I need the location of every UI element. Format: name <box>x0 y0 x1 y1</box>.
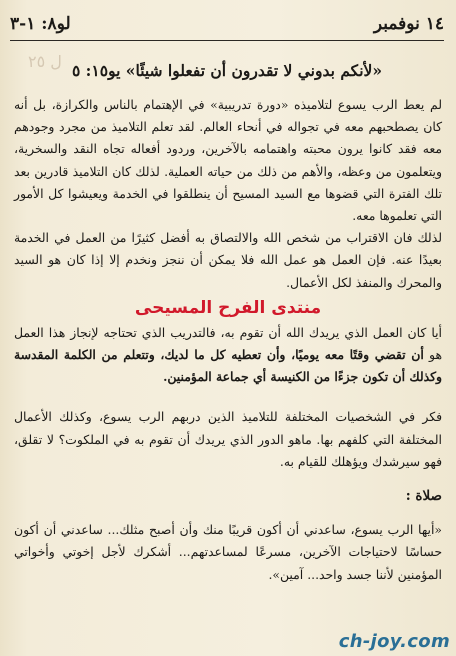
paragraph-4: فكر في الشخصيات المختلفة للتلاميذ الذين دربهم الرب يسوع، وكذلك الأعمال المختلفة التي كلفهم بها. ماهو الدور الذي يريدك أن تقوم به في الملكوت؟ لا تقلق، فهو سيرشدك ويؤهلك للقيام به. <box>14 409 442 469</box>
prayer-title: صلاة : <box>405 488 442 505</box>
page-header <box>10 12 444 36</box>
paragraph-3 <box>14 322 442 389</box>
paragraph-2: لذلك فان الاقتراب من شخص الله والالتصاق به أفضل كثيرًا من العمل في الخدمة بعيدًا عنه. فإن العمل هو عمل الله فلا يمكن أن ننجز ونخدم إلا إذا كان هو السيد والمحرك والمنفذ لكل الأعمال. <box>14 230 442 290</box>
faint-handwritten-mark: ل ٢٥ <box>28 52 62 71</box>
verse-heading: «لأنكم بدوني لا تقدرون أن تفعلوا شيئًا» يو١٥: ٥ <box>71 61 383 80</box>
paragraph-3-bold: أن تقضي وقتًا معه يوميًا، وأن تعطيه كل ما لديك، وتتعلم من الكلمة المقدسة وكذلك أن تكون جزءًا من الكنيسة أي جماعة المؤمنين. <box>14 347 442 385</box>
prayer-text: «أيها الرب يسوع، ساعدني أن أكون قريبًا منك وأن أصبح مثلك... ساعدني أن أكون حساسًا لاحتياجات الآخرين، مسرعًا لمساعدتهم... أشكرك لأجل إخوتي وأخواتي المؤمنين لأننا جسد واحد... آمين». <box>14 522 442 582</box>
site-logo: ch-joy.com <box>338 631 450 652</box>
forum-watermark: منتدى الفرح المسيحى <box>134 297 322 318</box>
header-reference: لو٨: ١-٣ <box>10 14 71 34</box>
header-rule <box>10 40 444 41</box>
paragraph-3-plain: أيا كان العمل الذي يريدك الله أن تقوم به، فالتدريب الذي تحتاجه لإنجاز هذا العمل هو <box>14 324 442 363</box>
header-date: ١٤ نوفمبر <box>373 14 444 34</box>
page-body <box>14 94 442 586</box>
paragraph-1: لم يعط الرب يسوع لتلاميذه «دورة تدريبية» في الإهتمام بالناس والكرازة، بل أنه كان يصطحبهم معه في تجواله في أنحاء العالم. لقد تعلم التلاميذ من مجرد وجودهم معه فقد كانوا يرون محبته واهتمامه بالآخرين، وردود أفعاله تجاه النقد والسخرية، ويتعلمون من وعظه، والأهم من ذلك من حياته العملية. لذلك كان التلاميذ قادرين بعد تلك الفترة التي قضوها مع السيد المسيح أن ينطلقوا في الخدمة ويعيشوا كل الأمور التي تعلموها معه. <box>14 97 442 224</box>
